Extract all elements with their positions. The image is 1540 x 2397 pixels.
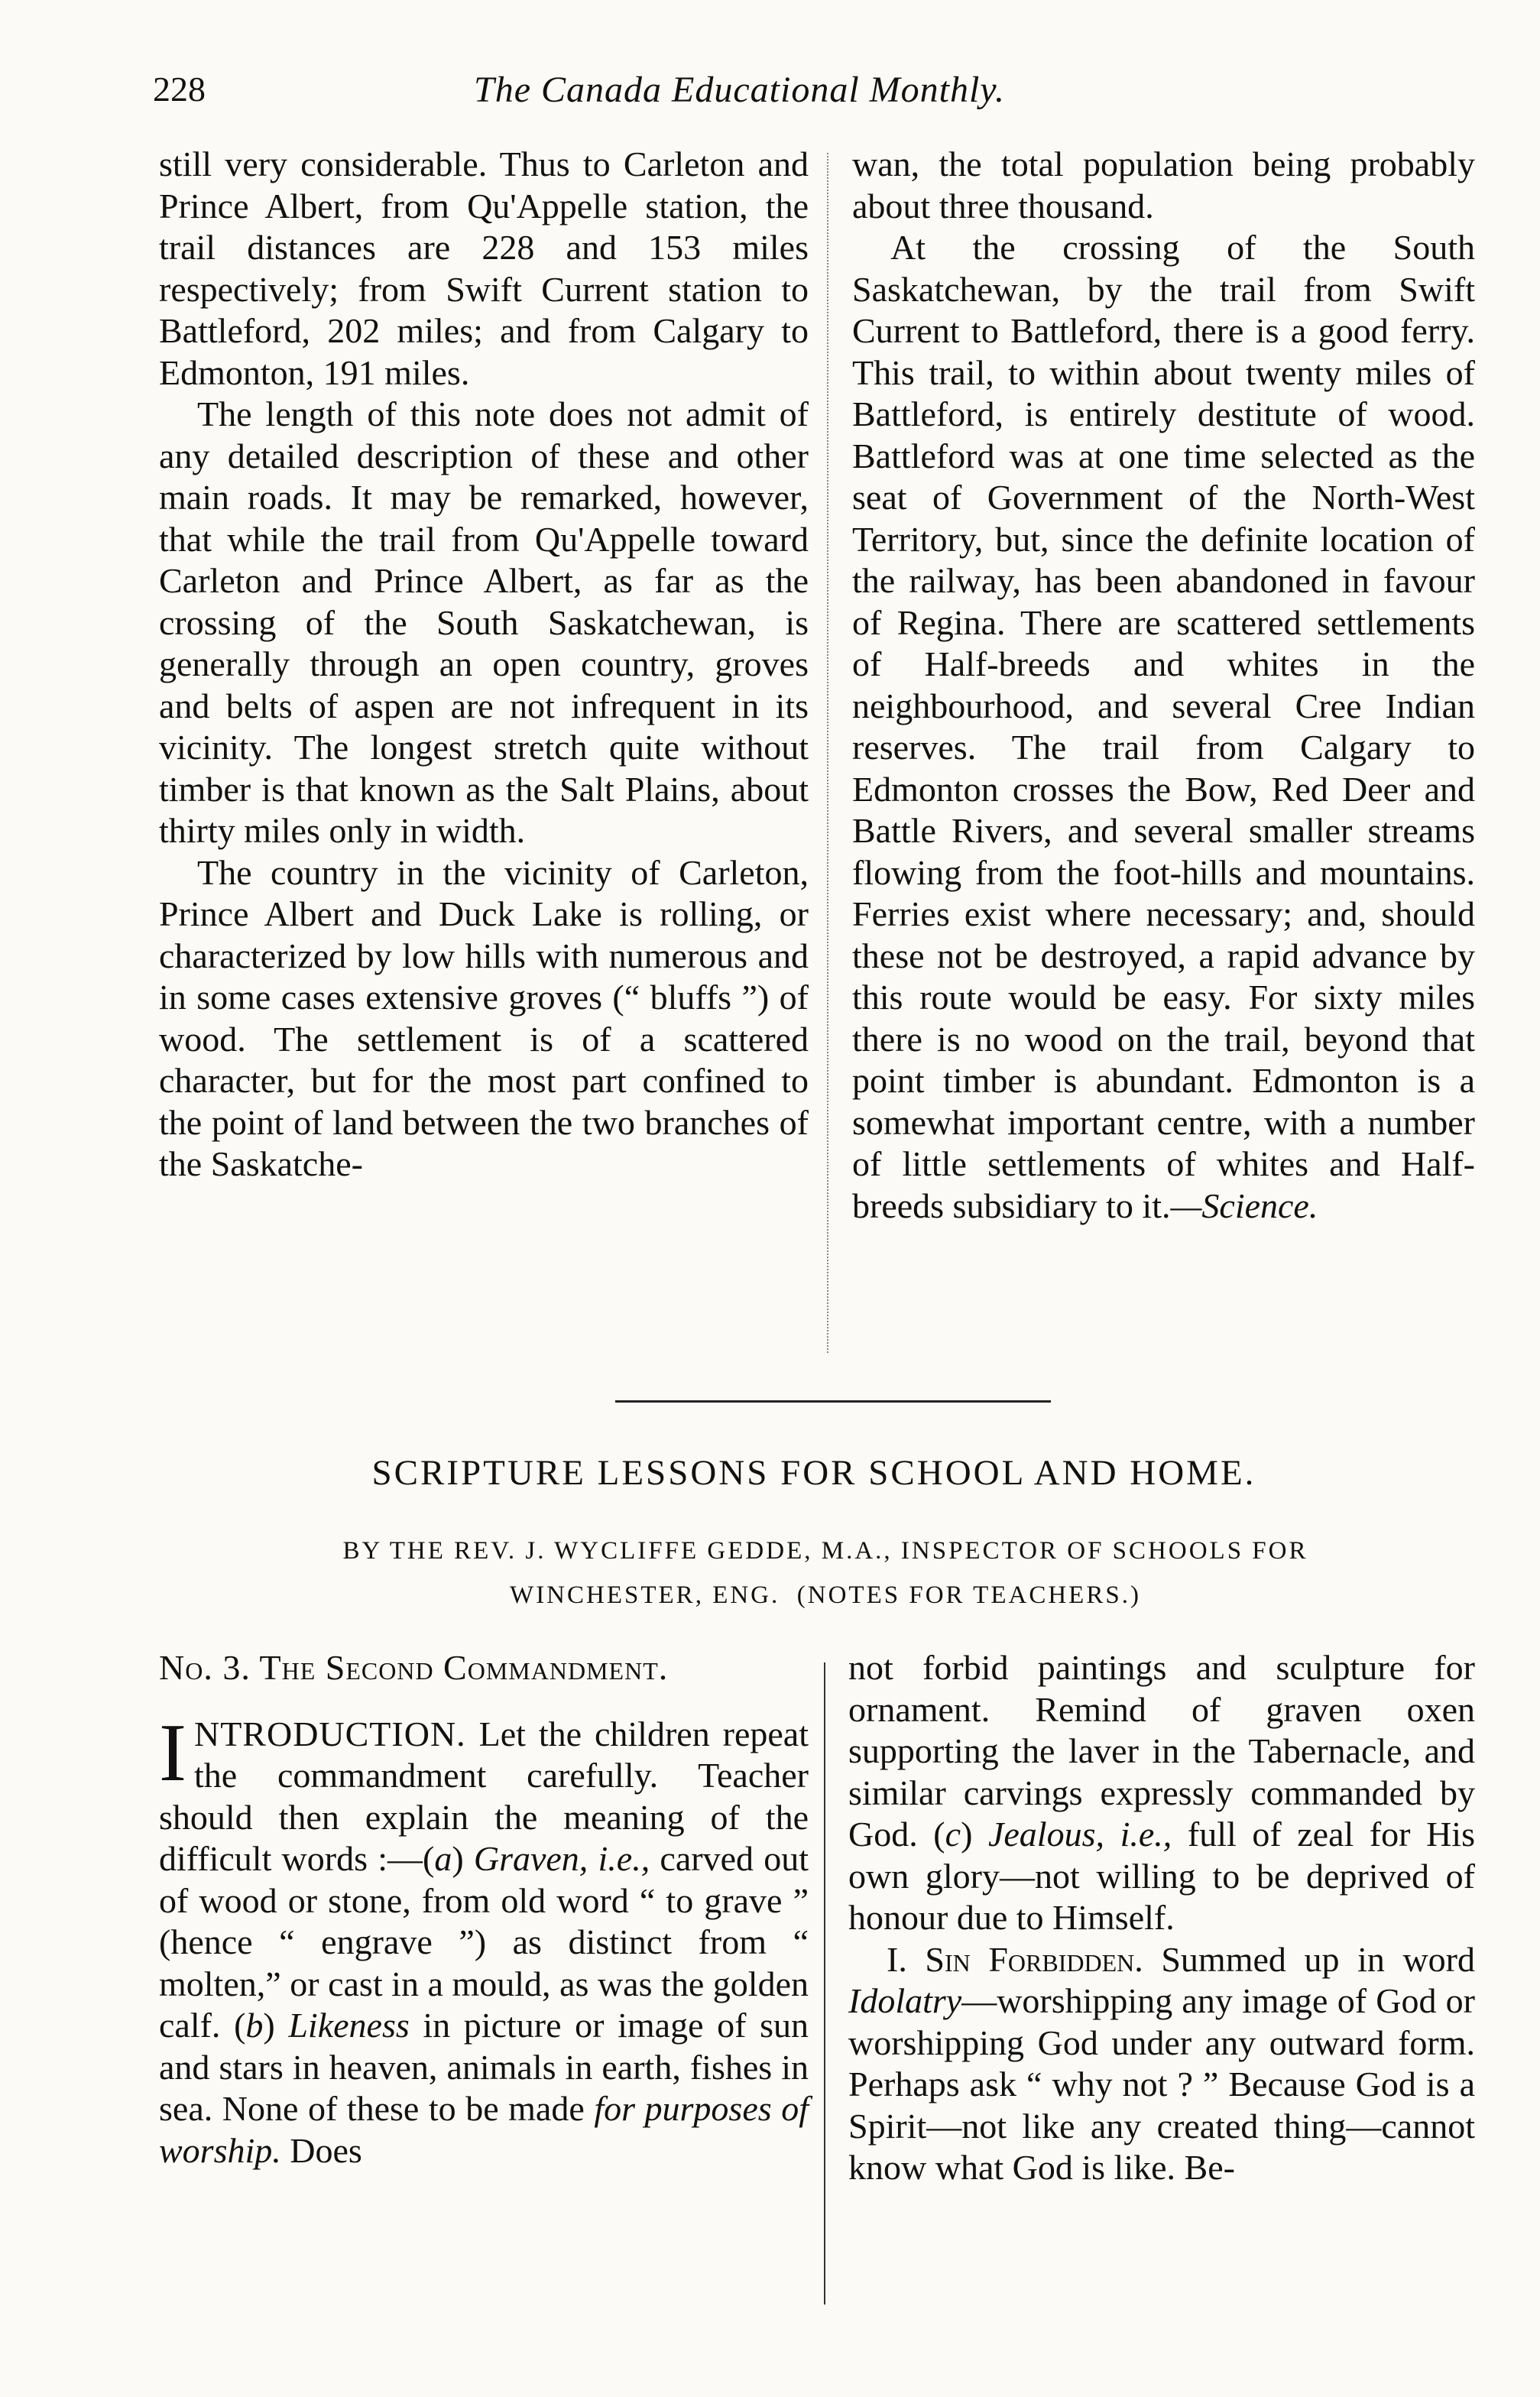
byline-line: WINCHESTER, ENG. (NOTES FOR TEACHERS.) bbox=[510, 1581, 1141, 1609]
article1-right-column bbox=[852, 144, 1475, 1227]
text-run: Summed up in word bbox=[1143, 1939, 1475, 1979]
term-jealous: Jealous, i.e., bbox=[987, 1815, 1172, 1854]
section-heading-sin-forbidden: I. Sin Forbidden. bbox=[887, 1939, 1143, 1979]
article2-right-column bbox=[848, 1647, 1475, 2189]
article2-left-column bbox=[159, 1647, 809, 2172]
text-run: full of zeal for His own glory—not willing to be deprived of honour due to Himself. bbox=[848, 1815, 1475, 1937]
source-citation: —Science. bbox=[1170, 1186, 1318, 1225]
paragraph: The country in the vicinity of Carleton, Prince Albert and Duck Lake is rolling, or characterized by low hills with numerous and in some cases extensive groves (“ bluffs ”) of wood. The settlement is of a scattered character, but for the most part confined to the point of land between the two branches of the Saskatche- bbox=[159, 852, 809, 1183]
text-run: —worshipping any image of God or worshipping God under any outward form. Perhaps ask “ why not ? ” Because God is a Spirit—not like any created thing—cannot know what God is like. Be- bbox=[848, 1981, 1475, 2187]
paragraph: wan, the total population being probably about three thousand. bbox=[852, 144, 1475, 225]
section-divider bbox=[615, 1400, 1051, 1403]
paragraph bbox=[848, 1647, 1475, 1939]
text-run: in picture or image of sun and stars in heaven, animals in earth, fishes in sea. None of these to be made bbox=[159, 2006, 809, 2128]
column-divider bbox=[824, 1662, 825, 2305]
text-run: Let the children repeat the commandment carefully. Teacher should then explain the meaning of the difficult words :—( bbox=[159, 1714, 809, 1878]
article-title: SCRIPTURE LESSONS FOR SCHOOL AND HOME. bbox=[371, 1453, 1256, 1493]
paragraph: still very considerable. Thus to Carleton and Prince Albert, from Qu'Appelle station, the trail distances are 228 and 153 miles respectively; from Swift Current station to Battleford, 202 miles; and from Calgary to Edmonton, 191 miles. bbox=[159, 144, 809, 392]
text-run: c bbox=[945, 1815, 961, 1854]
term-idolatry: Idolatry bbox=[848, 1981, 962, 2020]
running-head bbox=[153, 69, 1452, 122]
text-run: carved out of wood or stone, from old word “ to grave ” (hence “ engrave ”) as distinct from “ molten,” or cast in a mould, as was the golden calf. ( bbox=[159, 1839, 809, 2045]
text-run: not forbid paintings and sculpture for ornament. Remind of graven oxen supporting the laver in the Tabernacle, and similar carvings expressly commanded by God. ( bbox=[848, 1648, 1475, 1854]
byline bbox=[191, 1529, 1460, 1617]
paragraph-text: At the crossing of the South Saskatchewan, by the trail from Swift Current to Battleford, there is a good ferry. This trail, to within about twenty miles of Battleford, is entirely destitute of wood. Battleford was at one time selected as the seat of Government of the North-West Territory, but, since the definite location of the railway, has been abandoned in favour of Regina. There are scattered settlements of Half-breeds and whites in the neighbourhood, and several Cree Indian reserves. The trail from Calgary to Edmonton crosses the Bow, Red Deer and Battle Rivers, and several smaller streams flowing from the foot-hills and mountains. Ferries exist where necessary; and, should these not be destroyed, a rapid advance by this route would be easy. For sixty miles there is no wood on the trail, beyond that point timber is abundant. Edmonton is a somewhat important centre, with a number of little settlements of whites and Half-breeds subsidiary to it. bbox=[852, 228, 1475, 1225]
byline-line: BY THE REV. J. WYCLIFFE GEDDE, M.A., INSPECTOR OF SCHOOLS FOR bbox=[342, 1537, 1308, 1565]
term-graven: Graven, i.e., bbox=[473, 1839, 650, 1878]
text-run: a bbox=[434, 1839, 452, 1878]
paragraph bbox=[852, 227, 1475, 1227]
text-run: Does bbox=[280, 2130, 362, 2170]
column-divider bbox=[827, 153, 828, 1353]
paragraph bbox=[848, 1939, 1475, 2189]
journal-title: The Canada Educational Monthly. bbox=[474, 70, 1005, 110]
drop-cap: I bbox=[159, 1707, 186, 1799]
text-run: ) bbox=[961, 1815, 988, 1854]
text-run: ) bbox=[263, 2006, 289, 2045]
paragraph: The length of this note does not admit of any detailed description of these and other main roads. It may be remarked, however, that while the trail from Qu'Appelle toward Carleton and Prince Albert, as far as the crossing of the South Saskatchewan, is generally through an open country, groves and belts of aspen are not infrequent in its vicinity. The longest stretch quite without timber is that known as the Salt Plains, about thirty miles only in width. bbox=[159, 394, 809, 850]
intro-paragraph bbox=[159, 1707, 809, 2172]
text-run: b bbox=[245, 2006, 264, 2045]
emphasis: for purposes of worship. bbox=[159, 2089, 809, 2170]
lesson-subheading: No. 3. The Second Commandment. bbox=[159, 1648, 669, 1687]
intro-lead: NTRODUCTION. bbox=[193, 1714, 466, 1753]
page-number: 228 bbox=[153, 70, 206, 109]
article1-left-column bbox=[159, 144, 809, 1186]
text-run: ) bbox=[452, 1839, 474, 1878]
term-likeness: Likeness bbox=[288, 2006, 410, 2045]
